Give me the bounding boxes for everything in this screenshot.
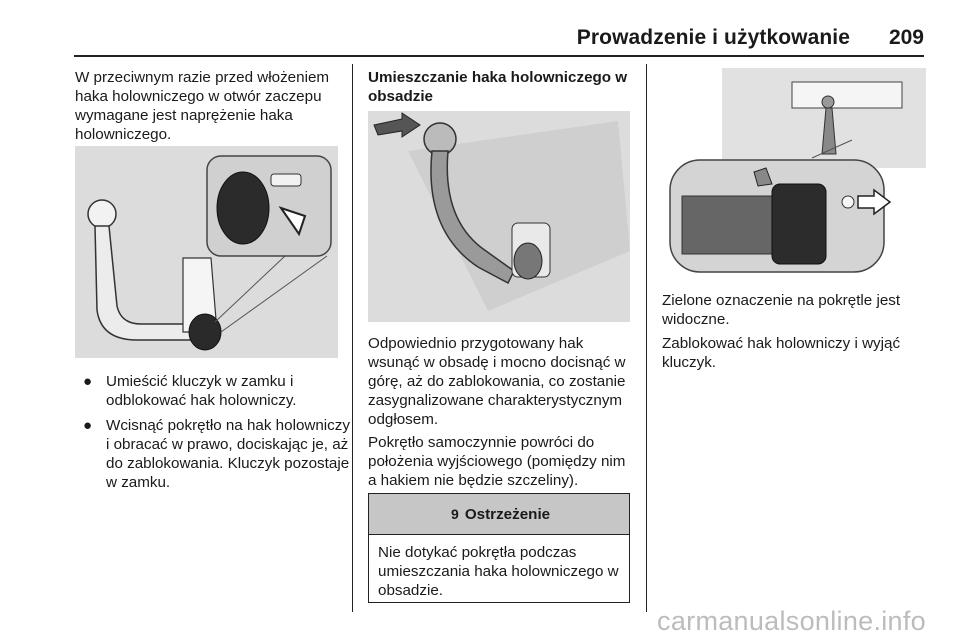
intro-paragraph: W przeciwnym razie przed włożeniem haka holowniczego w otwór zaczepu wymagane jest naprężenie haka holowniczego.	[75, 69, 330, 143]
bullet-text: Wcisnąć pokrętło na hak holowniczy i obracać w prawo, dociskając je, aż do zablokowania. Kluczyk pozostaje w zamku.	[106, 417, 350, 491]
bullet-dot: ●	[83, 373, 93, 390]
tow-hook-locked-illustration	[662, 68, 926, 276]
paragraph: Zablokować hak holowniczy i wyjąć kluczyk.	[662, 335, 901, 371]
figure-hook-locked	[662, 68, 926, 276]
figure-hook-lock	[75, 146, 338, 358]
warning-title: Ostrzeżenie	[464, 505, 551, 523]
header-rule	[74, 55, 924, 57]
section-heading: Umieszczanie haka holowniczego w obsadzie	[368, 69, 628, 105]
warning-text: Nie dotykać pokrętła podczas umieszczania haka holowniczego w obsadzie.	[378, 544, 619, 599]
page-header	[0, 0, 960, 56]
paragraph: Zielone oznaczenie na pokrętle jest widoczne.	[662, 292, 901, 328]
bullet-text: Umieścić kluczyk w zamku i odblokować hak holowniczy.	[106, 373, 297, 409]
column-divider-1	[352, 64, 353, 612]
column-divider-2	[646, 64, 647, 612]
section-title: Prowadzenie i użytkowanie	[576, 26, 850, 49]
paragraph: Pokrętło samoczynnie powróci do położenia wyjściowego (pomiędzy nim a hakiem nie będzie szczeliny).	[368, 434, 626, 489]
tow-hook-insertion-illustration	[368, 111, 630, 322]
page-number: 209	[888, 26, 924, 49]
bullet-dot: ●	[83, 417, 93, 434]
tow-hook-lock-illustration	[75, 146, 338, 358]
warning-icon: 9	[450, 506, 459, 522]
figure-hook-insert	[368, 111, 630, 322]
warning-box	[368, 493, 630, 603]
paragraph: Odpowiednio przygotowany hak wsunąć w obsadę i mocno docisnąć w górę, aż do zablokowania, co zostanie zasygnalizowane charakterystycznym odgłosem.	[368, 335, 626, 428]
warning-header	[369, 494, 629, 535]
watermark-text: carmanualsonline.info	[657, 606, 926, 636]
